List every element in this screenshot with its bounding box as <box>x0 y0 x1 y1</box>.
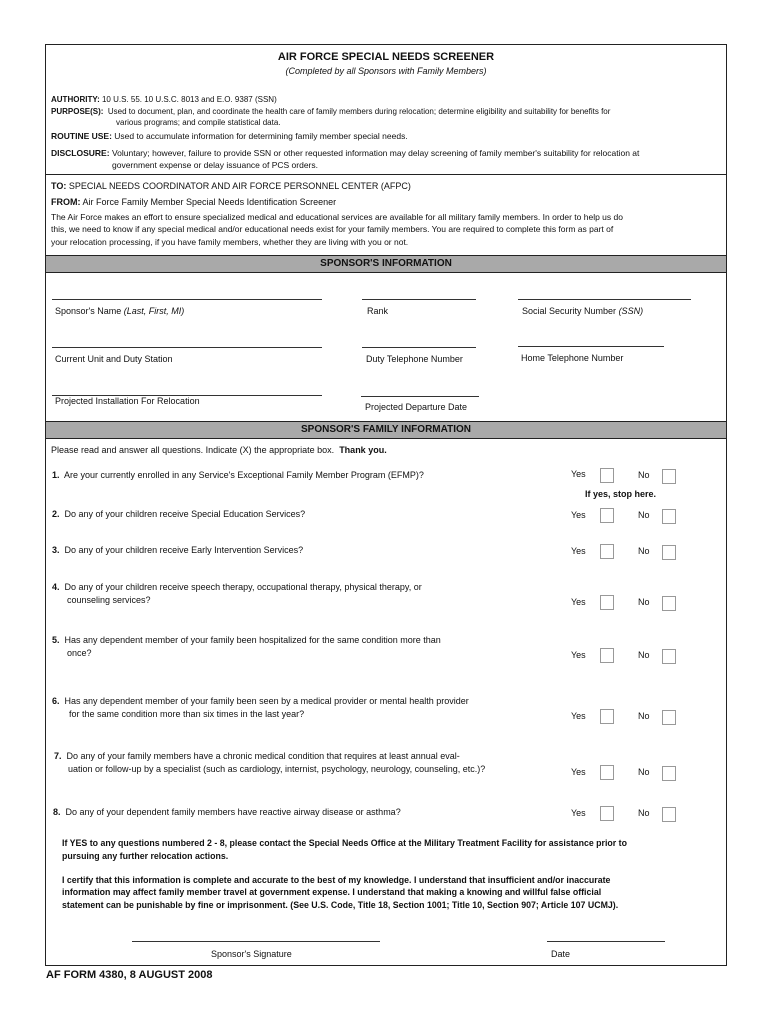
question-text: Do any of your dependent family members have reactive airway disease or asthma? <box>65 807 401 817</box>
question-4 <box>52 581 422 607</box>
installation-label: Projected Installation For Relocation <box>55 396 200 406</box>
authority-label: AUTHORITY: <box>51 95 100 104</box>
no-label: No <box>638 808 650 818</box>
no-label: No <box>638 711 650 721</box>
yes-label: Yes <box>571 597 586 607</box>
no-label: No <box>638 650 650 660</box>
form-frame <box>45 44 727 966</box>
certify-line-3: statement can be punishable by fine or imprisonment. (See U.S. Code, Title 18, Section 1001; Title 10, Section 907; Article 107 UCMJ). <box>62 900 619 910</box>
intro-line-2: this, we need to know if any special medical and/or educational needs exist for your family members. You are required to complete this form as part of <box>51 224 614 234</box>
certify-line-2: information may affect family member travel at government expense. I understand that making a knowing and willful false official <box>62 887 602 897</box>
home-phone-label: Home Telephone Number <box>521 353 624 363</box>
q2-yes-checkbox[interactable] <box>600 508 614 523</box>
routine-label: ROUTINE USE: <box>51 131 112 141</box>
q6-yes-checkbox[interactable] <box>600 709 614 724</box>
question-text: Do any of your children receive Early Intervention Services? <box>64 545 304 555</box>
q2-no-checkbox[interactable] <box>662 509 676 524</box>
sponsor-info-heading: SPONSOR'S INFORMATION <box>46 255 726 273</box>
signature-label: Sponsor's Signature <box>211 949 292 959</box>
ssn-caption <box>522 306 643 316</box>
q8-no-checkbox[interactable] <box>662 807 676 822</box>
question-6 <box>52 695 469 721</box>
to-text: SPECIAL NEEDS COORDINATOR AND AIR FORCE PERSONNEL CENTER (AFPC) <box>68 181 411 191</box>
q6-no-checkbox[interactable] <box>662 710 676 725</box>
q4-no-checkbox[interactable] <box>662 596 676 611</box>
yes-label: Yes <box>571 711 586 721</box>
question-1 <box>52 469 424 482</box>
thanks-text: Thank you. <box>339 445 387 455</box>
followup-line-1: If YES to any questions numbered 2 - 8, please contact the Special Needs Office at the Military Treatment Facility for assistance prior to <box>62 838 627 848</box>
rank-label: Rank <box>367 306 389 316</box>
unit-label: Current Unit and Duty Station <box>55 354 173 364</box>
disclosure-text-2: government expense or delay issuance of PCS orders. <box>112 160 319 170</box>
yes-label: Yes <box>571 546 586 556</box>
ssn-label: Social Security Number <box>522 306 617 316</box>
yes-label: Yes <box>571 510 586 520</box>
duty-phone-field[interactable] <box>362 347 476 348</box>
routine-text: Used to accumulate information for determining family member special needs. <box>114 131 408 141</box>
ssn-field[interactable] <box>518 299 691 300</box>
q3-no-checkbox[interactable] <box>662 545 676 560</box>
q3-yes-checkbox[interactable] <box>600 544 614 559</box>
question-text-cont: once? <box>67 648 92 658</box>
instructions-text: Please read and answer all questions. Indicate (X) the appropriate box. <box>51 445 335 455</box>
no-label: No <box>638 510 650 520</box>
disclosure-label: DISCLOSURE: <box>51 148 110 158</box>
departure-field[interactable] <box>361 396 479 397</box>
q8-yes-checkbox[interactable] <box>600 806 614 821</box>
family-info-heading: SPONSOR'S FAMILY INFORMATION <box>46 421 726 439</box>
no-label: No <box>638 470 650 480</box>
no-label: No <box>638 546 650 556</box>
certify-line-1: I certify that this information is complete and accurate to the best of my knowledge. I understand that insufficient and/or inaccurate <box>62 875 611 885</box>
form-id: AF FORM 4380, 8 AUGUST 2008 <box>46 969 213 981</box>
question-text: Are your currently enrolled in any Service's Exceptional Family Member Program (EFMP)? <box>64 470 424 480</box>
unit-field[interactable] <box>52 347 322 348</box>
duty-phone-label: Duty Telephone Number <box>366 354 463 364</box>
question-text-cont: uation or follow-up by a specialist (such as cardiology, internist, psychology, neurology, counseling, etc.)? <box>68 764 486 774</box>
yes-label: Yes <box>571 767 586 777</box>
departure-label: Projected Departure Date <box>365 402 468 412</box>
intro-line-1: The Air Force makes an effort to ensure specialized medical and educational services are available for all military family members. In order to help us do <box>51 212 623 222</box>
disclosure-text-1: Voluntary; however, failure to provide SSN or other requested information may delay screening of family member's suitability for relocation at <box>111 148 640 158</box>
q7-yes-checkbox[interactable] <box>600 765 614 780</box>
no-label: No <box>638 597 650 607</box>
yes-label: Yes <box>571 469 586 479</box>
question-number: 3. <box>52 545 60 555</box>
question-8 <box>53 806 401 819</box>
question-number: 1. <box>52 470 60 480</box>
date-label: Date <box>551 949 571 959</box>
signature-field[interactable] <box>132 941 380 942</box>
question-3 <box>52 544 303 557</box>
disclosure-line <box>51 148 639 158</box>
q5-no-checkbox[interactable] <box>662 649 676 664</box>
to-line <box>51 181 411 191</box>
q1-no-checkbox[interactable] <box>662 469 676 484</box>
yes-label: Yes <box>571 808 586 818</box>
form-subtitle: (Completed by all Sponsors with Family Members) <box>285 66 487 76</box>
sponsor-name-caption <box>55 306 184 316</box>
purpose-line <box>51 107 610 116</box>
question-number: 4. <box>52 582 60 592</box>
question-2 <box>52 508 305 521</box>
authority-text: 10 U.S. 55. 10 U.S.C. 8013 and E.O. 9387 (SSN) <box>101 95 277 104</box>
purpose-text-1: Used to document, plan, and coordinate the health care of family members during relocation; determine eligibility and suitability for benefits for <box>107 107 611 116</box>
q5-yes-checkbox[interactable] <box>600 648 614 663</box>
date-field[interactable] <box>547 941 665 942</box>
question-number: 5. <box>52 635 60 645</box>
yes-label: Yes <box>571 650 586 660</box>
question-text: Has any dependent member of your family been seen by a medical provider or mental health provider <box>64 696 469 706</box>
purpose-label: PURPOSE(S): <box>51 107 104 116</box>
question-text: Do any of your family members have a chronic medical condition that requires at least annual eval- <box>66 751 460 761</box>
from-label: FROM: <box>51 197 81 207</box>
purpose-text-2: various programs; and compile statistical data. <box>116 118 281 127</box>
stop-note: If yes, stop here. <box>585 489 657 499</box>
q4-yes-checkbox[interactable] <box>600 595 614 610</box>
authority-line <box>51 95 277 104</box>
question-text: Do any of your children receive speech therapy, occupational therapy, physical therapy, or <box>64 582 422 592</box>
ssn-hint: (SSN) <box>618 306 644 316</box>
rank-field[interactable] <box>362 299 476 300</box>
intro-line-3: your relocation processing, if you have family members, whether they are living with you or not. <box>51 237 409 247</box>
family-instructions <box>51 445 387 455</box>
to-label: TO: <box>51 181 67 191</box>
question-5 <box>52 634 441 660</box>
followup-line-2: pursuing any further relocation actions. <box>62 851 229 861</box>
no-label: No <box>638 767 650 777</box>
q1-yes-checkbox[interactable] <box>600 468 614 483</box>
question-number: 2. <box>52 509 60 519</box>
sponsor-name-field[interactable] <box>52 299 322 300</box>
divider <box>46 174 726 175</box>
question-number: 8. <box>53 807 61 817</box>
question-7 <box>54 750 485 776</box>
home-phone-field[interactable] <box>518 346 664 347</box>
question-text-cont: counseling services? <box>67 595 151 605</box>
sponsor-name-label: Sponsor's Name <box>55 306 122 316</box>
question-text-cont: for the same condition more than six times in the last year? <box>69 709 305 719</box>
question-text: Has any dependent member of your family been hospitalized for the same condition more than <box>64 635 441 645</box>
routine-line <box>51 131 408 141</box>
form-title: AIR FORCE SPECIAL NEEDS SCREENER <box>277 51 495 63</box>
question-text: Do any of your children receive Special Education Services? <box>64 509 306 519</box>
sponsor-name-hint: (Last, First, MI) <box>123 306 185 316</box>
from-line <box>51 197 336 207</box>
from-text: Air Force Family Member Special Needs Identification Screener <box>82 197 337 207</box>
question-number: 6. <box>52 696 60 706</box>
q7-no-checkbox[interactable] <box>662 766 676 781</box>
question-number: 7. <box>54 751 62 761</box>
